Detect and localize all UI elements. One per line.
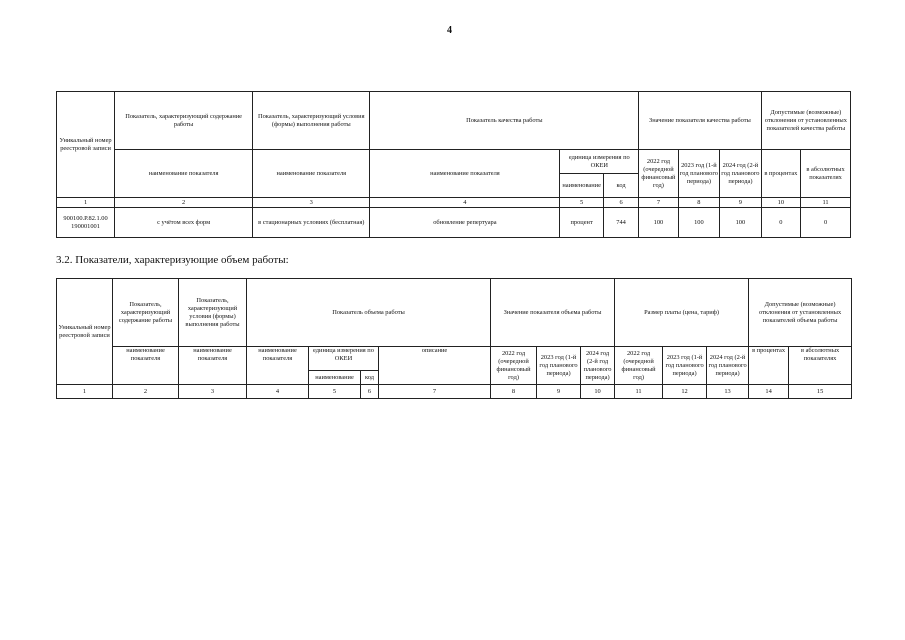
column-number: 1 — [57, 385, 113, 399]
quality-indicators-table — [56, 91, 851, 238]
header-percent: в процентах — [761, 150, 800, 198]
column-number: 6 — [361, 385, 379, 399]
cell-value-2024: 100 — [720, 208, 762, 238]
header-deviation: Допустимые (возможные) отклонения от установленных показателей качества работы — [761, 92, 850, 150]
column-number: 9 — [537, 385, 581, 399]
cell-indicator: обновление репертуара — [370, 208, 560, 238]
header-content-name: наименование показателя — [113, 347, 179, 385]
header-content-name: наименование показателя — [115, 150, 253, 198]
header-year-2022: 2022 год (очередной финансовый год) — [639, 150, 678, 198]
header-year-2024: 2024 год (2-й год планового периода) — [581, 347, 615, 385]
column-number: 3 — [179, 385, 247, 399]
cell-unit-code: 744 — [603, 208, 638, 238]
volume-indicators-table — [56, 278, 852, 399]
column-number: 11 — [615, 385, 663, 399]
header-volume-name: наименование показателя — [247, 347, 309, 385]
header-conditions: Показатель, характеризующий условия (формы) выполнения работы — [179, 279, 247, 347]
header-unit-name: наименование — [560, 174, 604, 198]
column-number: 6 — [603, 198, 638, 208]
header-unit-name: наименование — [309, 371, 361, 385]
column-number: 15 — [789, 385, 852, 399]
header-percent: в процентах — [749, 347, 789, 385]
cell-absolute: 0 — [801, 208, 851, 238]
header-volume-value: Значение показателя объема работы — [491, 279, 615, 347]
cell-percent: 0 — [761, 208, 800, 238]
column-number: 11 — [801, 198, 851, 208]
header-fee: Размер платы (цена, тариф) — [615, 279, 749, 347]
header-absolute: в абсолютных показателях — [801, 150, 851, 198]
header-year-2024: 2024 год (2-й год планового периода) — [720, 150, 762, 198]
column-number: 14 — [749, 385, 789, 399]
column-number: 8 — [678, 198, 720, 208]
header-quality-indicator: Показатель качества работы — [370, 92, 639, 150]
column-number: 1 — [57, 198, 115, 208]
cell-value-2022: 100 — [639, 208, 678, 238]
header-fee-2022: 2022 год (очередной финансовый год) — [615, 347, 663, 385]
column-number: 3 — [253, 198, 370, 208]
page-number: 4 — [447, 25, 452, 36]
header-unit-code: код — [603, 174, 638, 198]
column-number: 5 — [560, 198, 604, 208]
column-number: 10 — [581, 385, 615, 399]
header-conditions-name: наименование показателя — [253, 150, 370, 198]
header-conditions: Показатель, характеризующий условия (формы) выполнения работы — [253, 92, 370, 150]
header-content: Показатель, характеризующий содержание работы — [113, 279, 179, 347]
column-number: 2 — [113, 385, 179, 399]
header-unit-okei: единица измерения по ОКЕИ — [309, 347, 379, 371]
header-registry: Уникальный номер реестровой записи — [57, 92, 115, 198]
cell-registry: 900100.Р.82.1.00 190001001 — [57, 208, 115, 238]
column-number: 10 — [761, 198, 800, 208]
header-fee-2024: 2024 год (2-й год планового периода) — [707, 347, 749, 385]
header-unit-code: код — [361, 371, 379, 385]
column-number: 4 — [370, 198, 560, 208]
header-fee-2023: 2023 год (1-й год планового периода) — [663, 347, 707, 385]
header-unit-okei: единица измерения по ОКЕИ — [560, 150, 639, 174]
column-number: 2 — [115, 198, 253, 208]
column-number: 12 — [663, 385, 707, 399]
column-number: 5 — [309, 385, 361, 399]
header-content: Показатель, характеризующий содержание работы — [115, 92, 253, 150]
cell-content: с учётом всех форм — [115, 208, 253, 238]
header-volume-indicator: Показатель объема работы — [247, 279, 491, 347]
column-number: 7 — [379, 385, 491, 399]
header-description: описание — [379, 347, 491, 385]
header-year-2022: 2022 год (очередной финансовый год) — [491, 347, 537, 385]
header-year-2023: 2023 год (1-й год планового периода) — [678, 150, 720, 198]
cell-conditions: в стационарных условиях (бесплатная) — [253, 208, 370, 238]
column-numbers-row — [57, 198, 851, 208]
column-number: 13 — [707, 385, 749, 399]
section-heading: 3.2. Показатели, характеризующие объем работы: — [56, 254, 289, 266]
header-absolute: в абсолютных показателях — [789, 347, 852, 385]
column-number: 4 — [247, 385, 309, 399]
header-quality-value: Значение показателя качества работы — [639, 92, 761, 150]
column-number: 9 — [720, 198, 762, 208]
header-quality-name: наименование показателя — [370, 150, 560, 198]
header-registry: Уникальный номер реестровой записи — [57, 279, 113, 385]
column-number: 7 — [639, 198, 678, 208]
table-row — [57, 208, 851, 238]
cell-unit-name: процент — [560, 208, 604, 238]
header-deviation: Допустимые (возможные) отклонения от установленных показателей объема работы — [749, 279, 852, 347]
column-numbers-row — [57, 385, 852, 399]
cell-value-2023: 100 — [678, 208, 720, 238]
header-conditions-name: наименование показателя — [179, 347, 247, 385]
header-year-2023: 2023 год (1-й год планового периода) — [537, 347, 581, 385]
column-number: 8 — [491, 385, 537, 399]
